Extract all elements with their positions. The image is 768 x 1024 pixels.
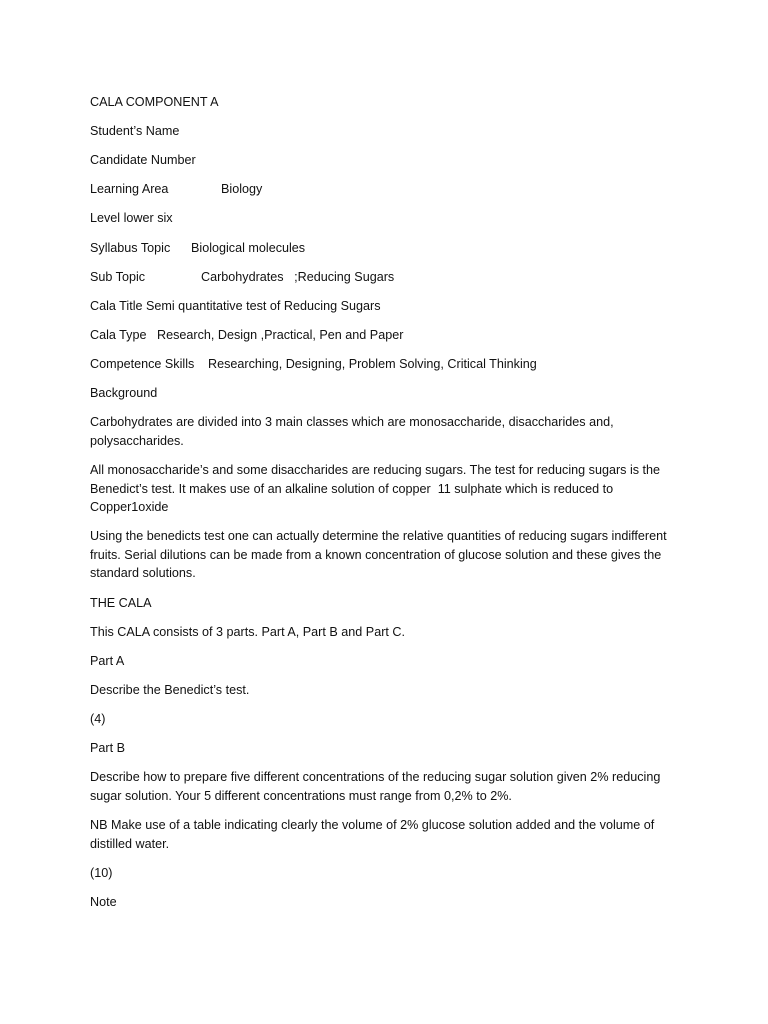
part-a-heading: Part A	[90, 654, 125, 668]
part-a-marks: (4)	[90, 712, 106, 726]
part-a-question: Describe the Benedict’s test.	[90, 683, 250, 697]
competence-skills-label: Competence Skills	[90, 357, 195, 371]
paragraph-line: Describe how to prepare five different concentrations of the reducing sugar solution given 2% reducing	[90, 770, 661, 784]
learning-area-value: Biology	[221, 182, 263, 196]
background-heading: Background	[90, 386, 158, 400]
paragraph-line: All monosaccharide’s and some disaccharides are reducing sugars. The test for reducing sugars is the	[90, 463, 661, 477]
background-paragraph-3	[90, 527, 690, 583]
paragraph-line: NB Make use of a table indicating clearly the volume of 2% glucose solution added and the volume of	[90, 818, 655, 832]
paragraph-line: polysaccharides.	[90, 433, 184, 448]
paragraph-line: Carbohydrates are divided into 3 main classes which are monosaccharide, disaccharides and,	[90, 415, 614, 429]
paragraph-line: fruits. Serial dilutions can be made from a known concentration of glucose solution and these gives the	[90, 547, 662, 562]
paragraph-line: distilled water.	[90, 836, 170, 851]
paragraph-line: Copper1oxide	[90, 500, 169, 514]
learning-area-label: Learning Area	[90, 182, 169, 196]
competence-skills-value: Researching, Designing, Problem Solving, Critical Thinking	[208, 357, 537, 371]
note-heading: Note	[90, 895, 117, 909]
paragraph-line: sugar solution. Your 5 different concentrations must range from 0,2% to 2%.	[90, 788, 512, 803]
part-b-heading: Part B	[90, 741, 125, 755]
part-b-paragraph-2	[90, 816, 690, 853]
paragraph-line: Benedict’s test. It makes use of an alkaline solution of copper 11 sulphate which is reduced to	[90, 481, 614, 496]
document-title: CALA COMPONENT A	[90, 95, 219, 109]
sub-topic-value: Carbohydrates ;Reducing Sugars	[201, 270, 395, 284]
paragraph-line: Using the benedicts test one can actually determine the relative quantities of reducing sugars indifferent	[90, 529, 667, 543]
the-cala-heading: THE CALA	[90, 596, 152, 610]
part-b-marks: (10)	[90, 866, 113, 880]
students-name-label: Student’s Name	[90, 124, 180, 138]
background-paragraph-1	[90, 413, 690, 450]
background-paragraph-2	[90, 461, 690, 517]
syllabus-topic-value: Biological molecules	[191, 241, 306, 255]
level-line: Level lower six	[90, 211, 173, 225]
cala-title: Cala Title Semi quantitative test of Reducing Sugars	[90, 299, 381, 313]
candidate-number-label: Candidate Number	[90, 153, 196, 167]
cala-type-label: Cala Type	[90, 328, 147, 342]
sub-topic-label: Sub Topic	[90, 270, 146, 284]
syllabus-topic-label: Syllabus Topic	[90, 241, 171, 255]
paragraph-line: standard solutions.	[90, 566, 196, 580]
cala-intro: This CALA consists of 3 parts. Part A, Part B and Part C.	[90, 625, 405, 639]
part-b-paragraph-1	[90, 768, 690, 805]
cala-type-value: Research, Design ,Practical, Pen and Paper	[157, 328, 404, 342]
